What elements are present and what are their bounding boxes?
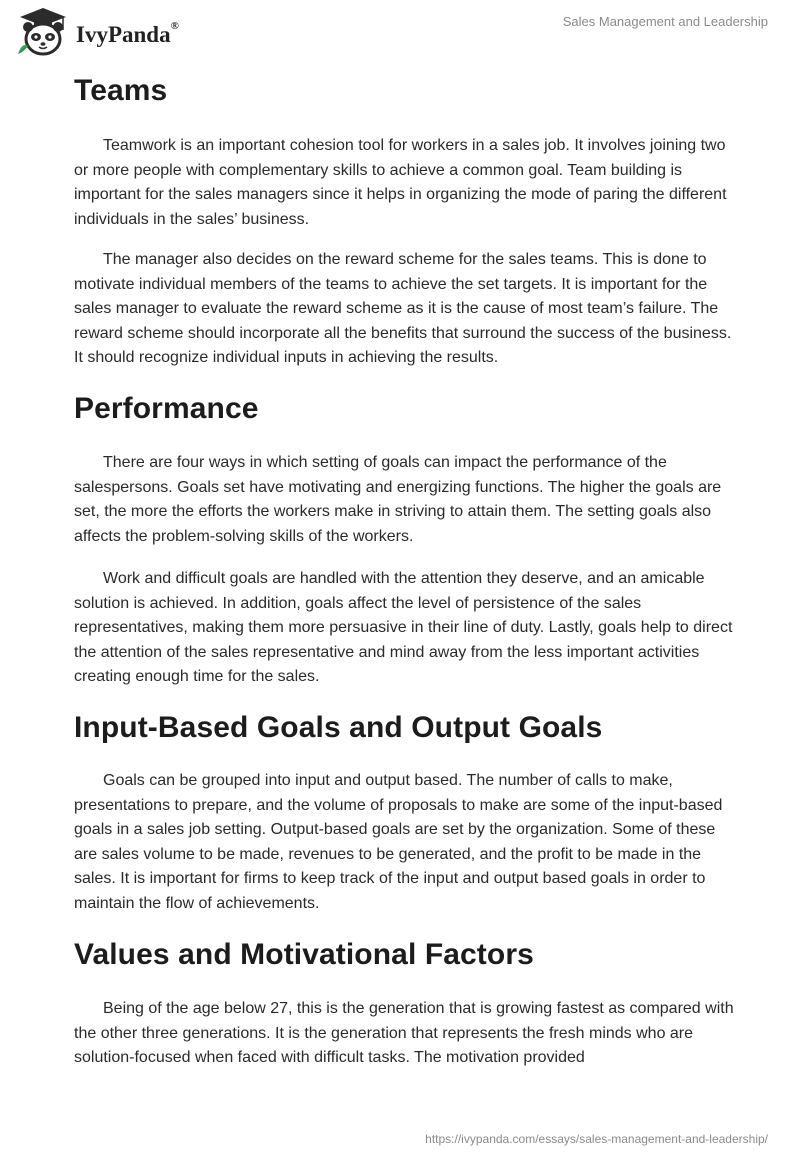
section-heading-values-motivation: Values and Motivational Factors — [74, 938, 534, 971]
source-url-link[interactable]: https://ivypanda.com/essays/sales-management-and-leadership/ — [425, 1132, 768, 1146]
paragraph: The manager also decides on the reward scheme for the sales teams. This is done to motivate individual members of the teams to achieve the set targets. It is important for the sales manager to evaluate the reward scheme as it is the cause of most team’s failure. The reward scheme should incorporate all the benefits that surround the success of the business. It should recognize individual inputs in achieving the results. — [74, 251, 732, 366]
brand-name: IvyPanda® — [76, 20, 179, 47]
ivypanda-logo[interactable] — [14, 6, 179, 60]
paragraph: Teamwork is an important cohesion tool for workers in a sales job. It involves joining two or more people with complementary skills to achieve a common goal. Team building is important for the sales managers since it helps in organizing the mode of paring the different individuals in the sales’ business. — [74, 137, 727, 228]
section-heading-teams: Teams — [74, 74, 168, 107]
section-heading-input-output-goals: Input-Based Goals and Output Goals — [74, 711, 603, 744]
section-heading-performance: Performance — [74, 392, 259, 425]
panda-logo-icon — [14, 6, 72, 60]
paragraph: There are four ways in which setting of goals can impact the performance of the salespersons. Goals set have motivating and energizing functions. The higher the goals are set, the more the efforts the workers make in striving to attain them. The setting goals also affects the problem-solving skills of the workers. — [74, 454, 722, 545]
paragraph: Being of the age below 27, this is the generation that is growing fastest as compared with the other three generations. It is the generation that represents the fresh minds who are solution-focused when faced with difficult tasks. The motivation provided — [74, 1000, 734, 1066]
paragraph: Goals can be grouped into input and output based. The number of calls to make, presentations to prepare, and the volume of proposals to make are some of the input-based goals in a sales job setting. Output-based goals are set by the organization. Some of these are sales volume to be made, revenues to be generated, and the profit to be made in the sales. It is important for firms to keep track of the input and output based goals in order to maintain the flow of achievements. — [74, 772, 723, 912]
registered-mark: ® — [170, 20, 179, 32]
page-header — [0, 0, 800, 66]
running-title: Sales Management and Leadership — [562, 14, 768, 29]
paragraph: Work and difficult goals are handled with the attention they deserve, and an amicable solution is achieved. In addition, goals affect the level of persistence of the sales representatives, making them more persuasive in their line of duty. Lastly, goals help to direct the attention of the sales representative and mind away from the less important activities creating enough time for the sales. — [74, 570, 733, 685]
